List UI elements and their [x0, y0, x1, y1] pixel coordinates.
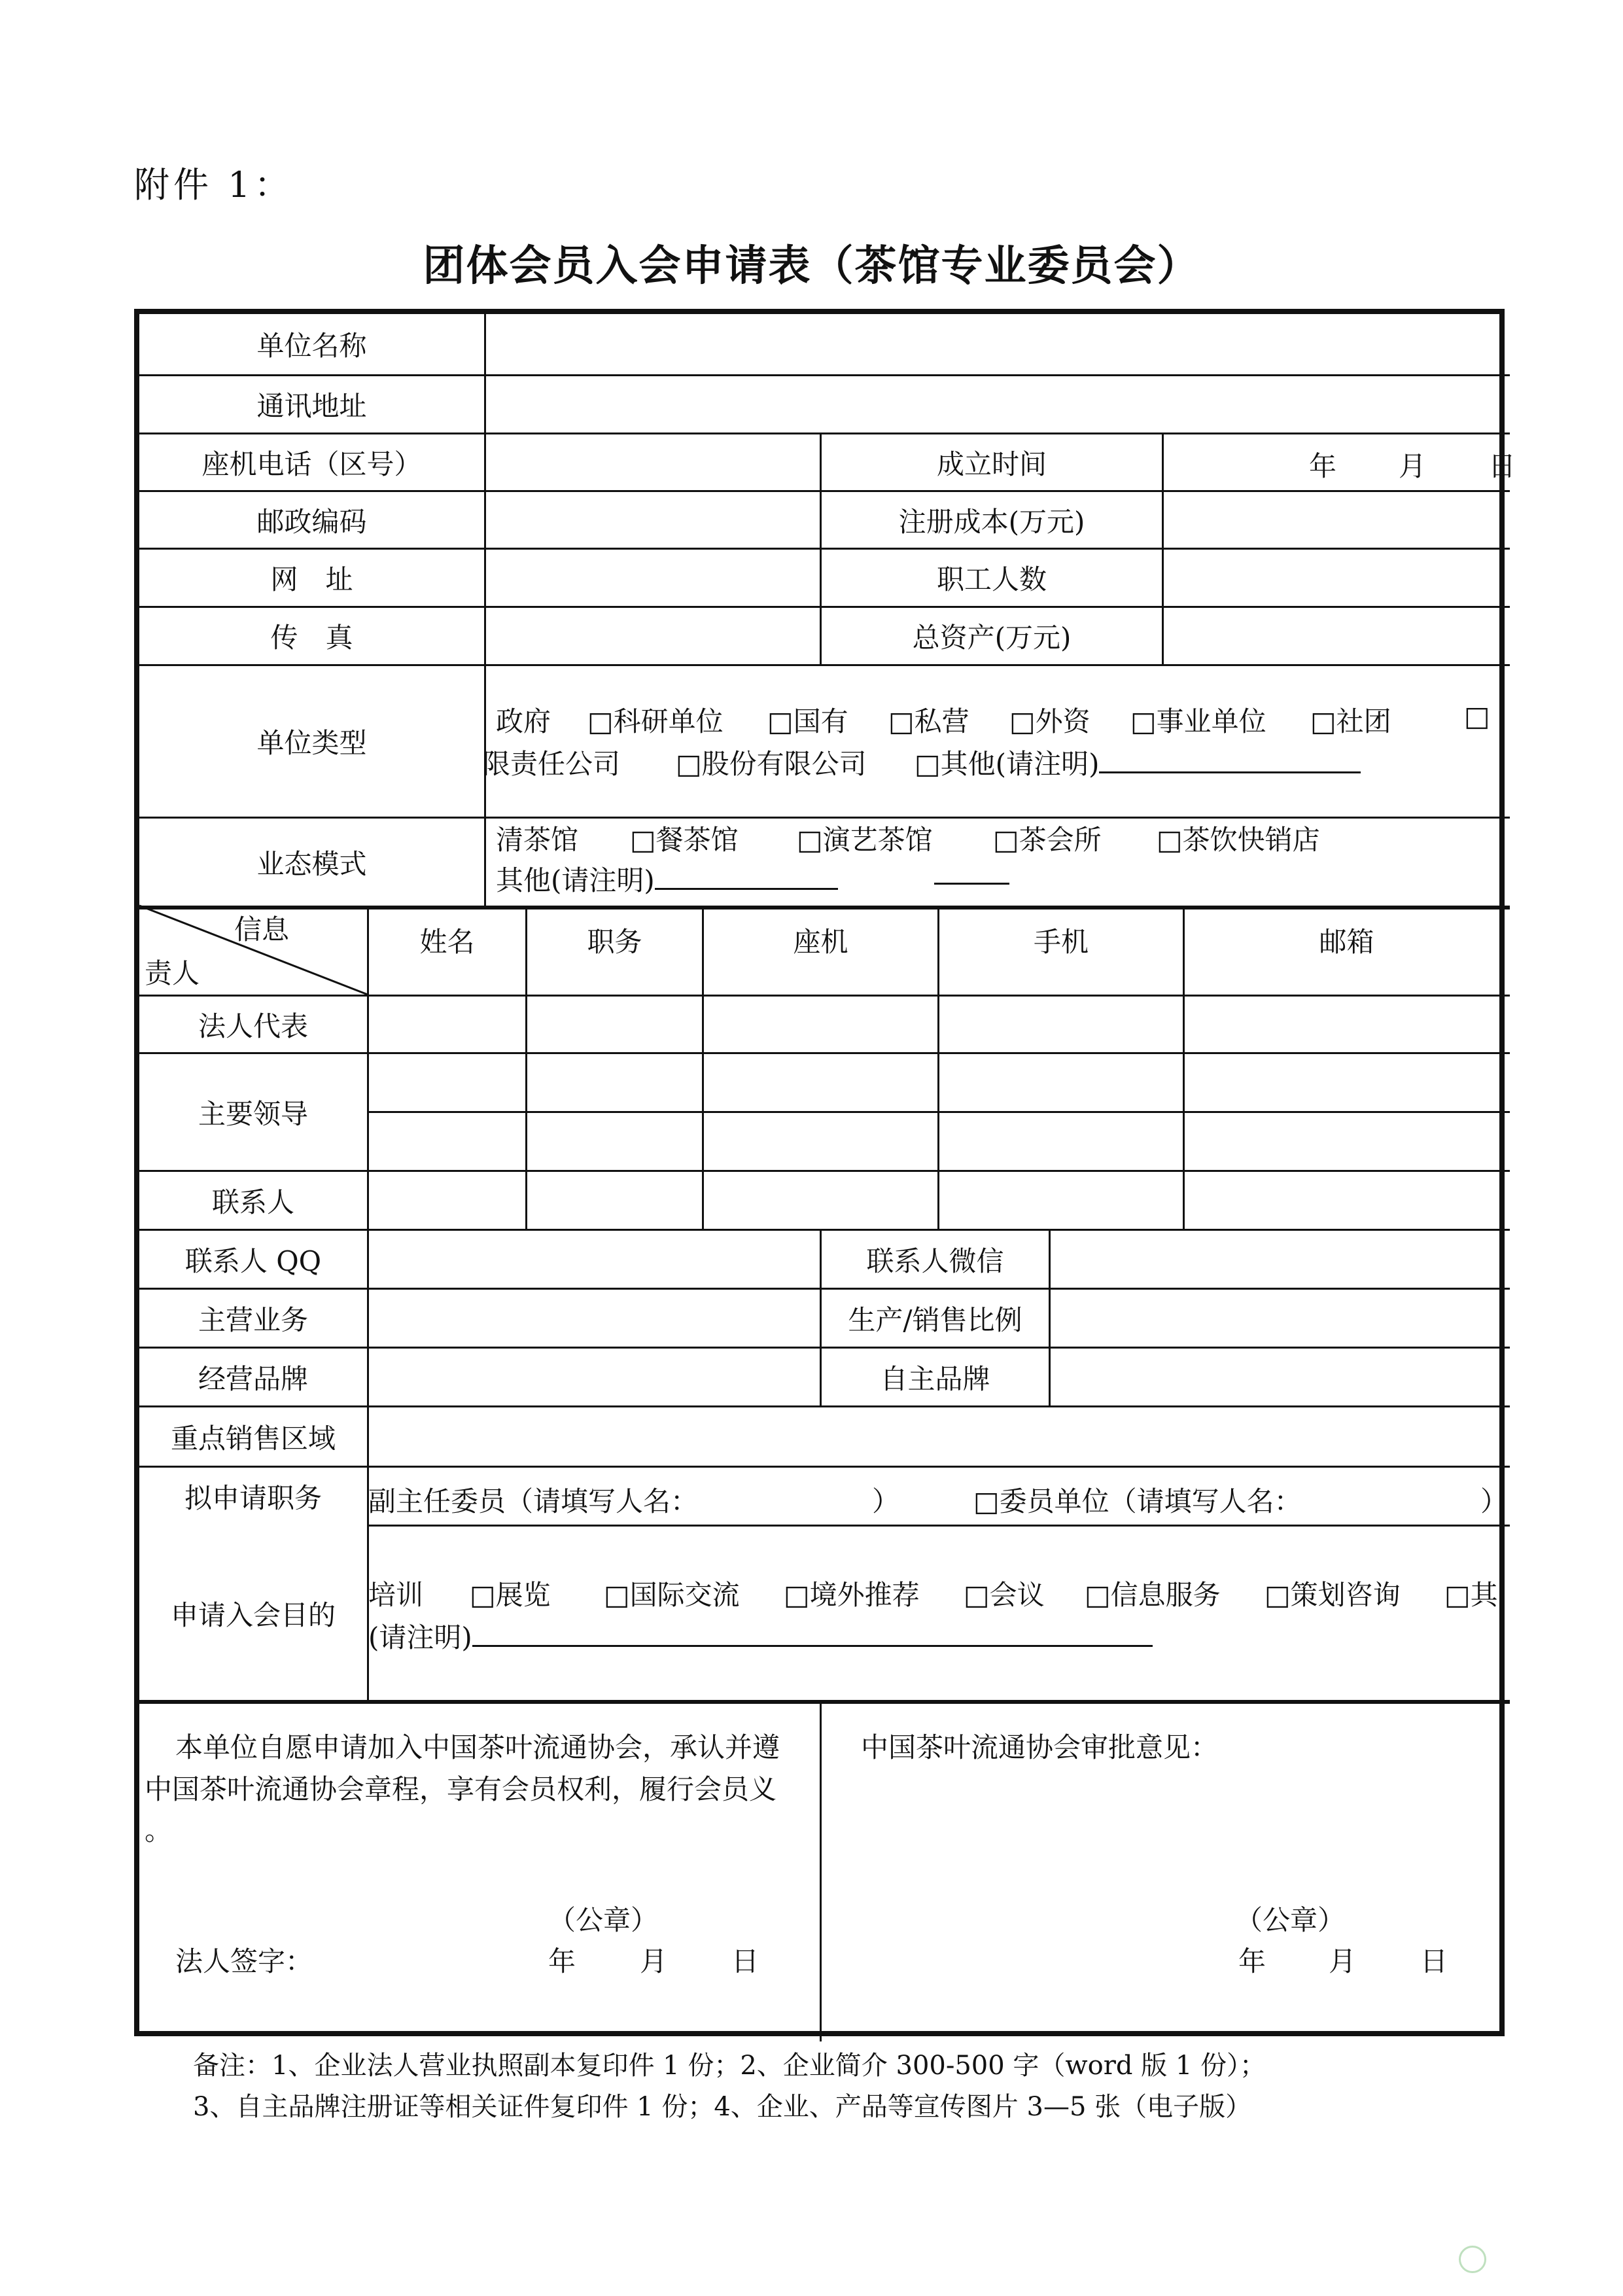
mode-other-blank-2[interactable]	[934, 859, 1009, 885]
form-title: 团体会员入会申请表（茶馆专业委员会）	[423, 242, 1200, 291]
fax-label: 传 真	[270, 622, 353, 654]
purpose-consulting[interactable]: □策划咨询	[1265, 1579, 1401, 1611]
brands-field[interactable]	[369, 1349, 820, 1405]
mode-other-label: 其他(请注明)	[496, 864, 655, 896]
unit-type-institution[interactable]: □事业单位	[1130, 705, 1266, 737]
unit-type-other[interactable]	[915, 743, 1361, 782]
own-brand-field[interactable]	[1051, 1349, 1507, 1405]
approval-day: 日	[1420, 1945, 1448, 1977]
position-member-unit[interactable]: □委员单位（请填写人名：	[973, 1485, 1302, 1517]
mode-plain-tea[interactable]: 清茶馆	[496, 824, 579, 856]
mode-other-blank[interactable]	[655, 864, 838, 890]
header-landline: 座机	[793, 926, 848, 958]
position-member-unit-close: ）	[1480, 1485, 1509, 1517]
position-label: 拟申请职务	[184, 1481, 322, 1514]
unit-type-private[interactable]: □私营	[888, 705, 969, 737]
header-title: 职务	[587, 926, 642, 958]
purpose-international[interactable]: □国际交流	[604, 1579, 740, 1611]
sales-ratio-label: 生产/销售比例	[848, 1303, 1022, 1336]
fax-field[interactable]	[486, 608, 820, 664]
unit-type-state-owned[interactable]: □国有	[767, 705, 848, 737]
declaration-month: 月	[640, 1945, 668, 1977]
unit-type-foreign[interactable]: □外资	[1009, 705, 1091, 737]
main-business-field[interactable]	[369, 1290, 820, 1347]
address-field[interactable]	[486, 376, 1507, 433]
purpose-other-blank[interactable]	[472, 1621, 1153, 1647]
employees-label: 职工人数	[936, 563, 1047, 595]
approval-seal: （公章）	[1235, 1904, 1346, 1936]
legal-rep-label: 法人代表	[198, 1010, 308, 1042]
contact-qq-field[interactable]	[369, 1231, 820, 1288]
unit-type-other-blank[interactable]	[1099, 748, 1361, 773]
purpose-other[interactable]	[368, 1616, 1153, 1655]
unit-type-association[interactable]: □社团	[1310, 705, 1391, 737]
notes-line-2: 3、自主品牌注册证等相关证件复印件 1 份；4、企业、产品等宣传图片 3—5 张（电子版）	[193, 2092, 1252, 2122]
unit-type-llc[interactable]: 限责任公司	[483, 748, 621, 780]
contact-wechat-label: 联系人微信	[866, 1245, 1004, 1277]
mode-tea-club[interactable]: □茶会所	[993, 824, 1102, 856]
website-field[interactable]	[486, 550, 820, 606]
purpose-exhibition[interactable]: □展览	[470, 1579, 551, 1611]
unit-type-joint-stock[interactable]: □股份有限公司	[676, 748, 867, 780]
founded-month: 月	[1399, 450, 1427, 482]
mode-performance-tea[interactable]: □演艺茶馆	[797, 824, 933, 856]
founded-day: 日	[1488, 450, 1516, 482]
declaration-line-3: 。	[145, 1814, 173, 1846]
contact-qq-label: 联系人 QQ	[184, 1245, 322, 1277]
corner-person-label: 责人	[145, 957, 200, 989]
postcode-label: 邮政编码	[256, 505, 367, 538]
mode-other[interactable]	[496, 859, 838, 898]
unit-type-research[interactable]: □科研单位	[587, 705, 724, 737]
purpose-label: 申请入会目的	[170, 1598, 336, 1631]
watermark-icon	[1459, 2246, 1486, 2273]
declaration-line-1: 本单位自愿申请加入中国茶叶流通协会，承认并遵	[175, 1731, 780, 1763]
declaration-seal: （公章）	[548, 1904, 659, 1936]
approval-year: 年	[1238, 1945, 1266, 1977]
mode-dining-tea[interactable]: □餐茶馆	[630, 824, 739, 856]
leaders-label: 主要领导	[198, 1097, 308, 1130]
approval-title: 中国茶叶流通协会审批意见：	[861, 1731, 1219, 1763]
sales-region-label: 重点销售区域	[170, 1422, 336, 1455]
purpose-info-service[interactable]: □信息服务	[1085, 1579, 1221, 1611]
employees-field[interactable]	[1164, 550, 1507, 606]
reg-capital-field[interactable]	[1164, 492, 1507, 548]
position-vice-director-close: ）	[872, 1485, 900, 1517]
header-name: 姓名	[419, 926, 475, 958]
total-assets-field[interactable]	[1164, 608, 1507, 664]
sales-region-field[interactable]	[369, 1407, 1507, 1466]
application-form	[134, 309, 1516, 2036]
notes-line-1: 备注：1、企业法人营业执照副本复印件 1 份；2、企业简介 300-500 字（word 版 1 份）；	[193, 2051, 1266, 2081]
contact-label: 联系人	[211, 1186, 294, 1218]
header-email: 邮箱	[1319, 926, 1374, 958]
unit-type-label: 单位类型	[256, 727, 367, 759]
website-label: 网 址	[270, 563, 353, 595]
purpose-overseas[interactable]: □境外推荐	[784, 1579, 920, 1611]
declaration-year: 年	[548, 1945, 576, 1977]
sales-ratio-field[interactable]	[1051, 1290, 1507, 1347]
postcode-field[interactable]	[486, 492, 820, 548]
phone-field[interactable]	[486, 434, 820, 490]
corner-info-label: 信息	[234, 913, 290, 945]
mode-fast-tea[interactable]: □茶饮快销店	[1157, 824, 1320, 856]
unit-type-other-label: □其他(请注明)	[915, 748, 1100, 780]
contact-wechat-field[interactable]	[1051, 1231, 1507, 1288]
total-assets-label: 总资产(万元)	[912, 622, 1072, 654]
signature-label: 法人签字：	[175, 1945, 313, 1977]
brands-label: 经营品牌	[198, 1362, 308, 1395]
attachment-label: 附件 1：	[134, 164, 294, 205]
approval-month: 月	[1329, 1945, 1357, 1977]
position-vice-director[interactable]: 副主任委员（请填写人名：	[368, 1485, 699, 1517]
unit-name-field[interactable]	[486, 314, 1507, 374]
purpose-training[interactable]: 培训	[368, 1579, 424, 1611]
reg-capital-label: 注册成本(万元)	[898, 505, 1085, 538]
unit-type-more[interactable]: □	[1464, 700, 1490, 732]
own-brand-label: 自主品牌	[880, 1362, 990, 1395]
declaration-line-2: 中国茶叶流通协会章程，享有会员权利，履行会员义	[145, 1773, 777, 1805]
founded-year: 年	[1309, 450, 1337, 482]
declaration-day: 日	[731, 1945, 759, 1977]
purpose-meeting[interactable]: □会议	[964, 1579, 1045, 1611]
header-mobile: 手机	[1033, 926, 1089, 958]
address-label: 通讯地址	[256, 390, 367, 422]
unit-type-government[interactable]: 政府	[496, 705, 551, 737]
purpose-more[interactable]: □其	[1444, 1579, 1498, 1611]
purpose-other-label: (请注明)	[368, 1621, 472, 1653]
founded-label: 成立时间	[936, 448, 1047, 480]
unit-name-label: 单位名称	[256, 330, 367, 362]
phone-label: 座机电话（区号）	[201, 448, 422, 480]
main-business-label: 主营业务	[198, 1303, 308, 1336]
business-mode-label: 业态模式	[256, 847, 367, 880]
